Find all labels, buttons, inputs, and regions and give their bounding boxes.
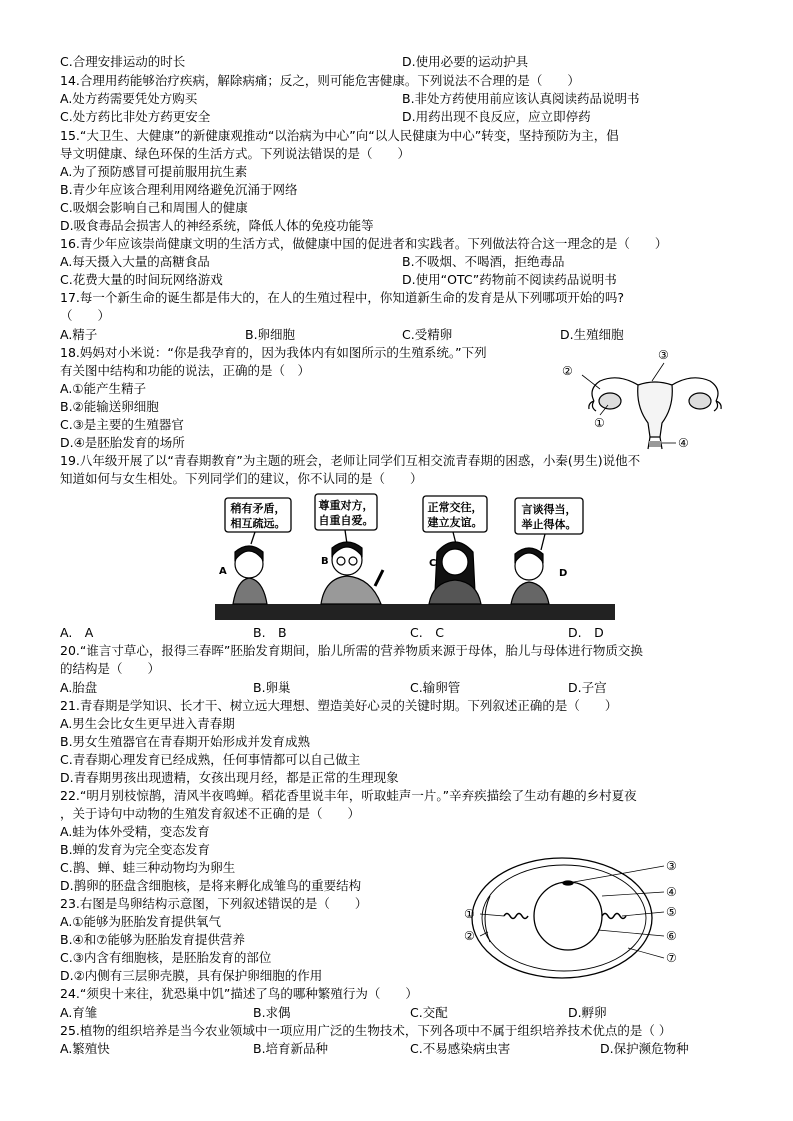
q24-option-b: B.求偶	[253, 1005, 291, 1020]
q18-option-b: B.②能输送卵细胞	[60, 399, 159, 414]
q25-stem: 25.植物的组织培养是当今农业领域中一项应用广泛的生物技术，下列各项中不属于组织培养技术优点的是（ ）	[60, 1023, 672, 1038]
q22-option-c: C.鹊、蝉、蛙三种动物均为卵生	[60, 860, 236, 875]
q18-option-a: A.①能产生精子	[60, 381, 147, 396]
cartoon-label-d: D	[559, 568, 568, 579]
bird-egg-structure-figure	[458, 852, 690, 988]
q13-option-d: D.使用必要的运动护具	[402, 54, 529, 69]
q15-stem-line2: 导文明健康、绿色环保的生活方式。下列说法错误的是（ ）	[60, 146, 411, 161]
female-reproductive-system-figure	[560, 345, 750, 451]
q24-option-a: A.育雏	[60, 1005, 98, 1020]
fig23-label-4: ④	[666, 885, 677, 899]
cartoon-label-b: B	[321, 556, 329, 567]
cartoon-label-a: A	[219, 566, 227, 577]
q20-stem-line2: 的结构是（ ）	[60, 661, 161, 676]
q14-option-c: C.处方药比非处方药更安全	[60, 109, 211, 124]
q21-stem: 21.青春期是学知识、长才干、树立远大理想、塑造美好心灵的关键时期。下列叙述正确的是（ ）	[60, 698, 618, 713]
q22-stem-line2: ，关于诗句中动物的生殖发育叙述不正确的是（ ）	[60, 806, 361, 821]
q18-option-d: D.④是胚胎发育的场所	[60, 435, 185, 450]
q19-stem-line2: 知道如何与女生相处。下列同学们的建议，你不认同的是（ ）	[60, 471, 423, 486]
bubble-d-line1: 言谈得当，	[521, 503, 577, 516]
fig23-label-7: ⑦	[666, 951, 677, 965]
q21-option-d: D.青春期男孩出现遗精，女孩出现月经，都是正常的生理现象	[60, 770, 399, 785]
q19-option-b: B. B	[253, 625, 287, 640]
q17-option-a: A.精子	[60, 327, 98, 342]
fig23-label-3: ③	[666, 859, 677, 873]
q19-option-d: D. D	[568, 625, 604, 640]
q25-option-b: B.培育新品种	[253, 1041, 329, 1056]
q20-option-b: B.卵巢	[253, 680, 291, 695]
q16-stem: 16.青少年应该崇尚健康文明的生活方式，做健康中国的促进者和实践者。下列做法符合这一理念的是（ ）	[60, 236, 668, 251]
fig18-label-2: ②	[562, 364, 573, 378]
q15-option-b: B.青少年应该合理利用网络避免沉涌于网络	[60, 182, 298, 197]
bubble-a-line1: 稍有矛盾，	[230, 502, 286, 515]
bubble-c-line1: 正常交往，	[427, 501, 483, 514]
q15-option-c: C.吸烟会影响自己和周围人的健康	[60, 200, 248, 215]
cartoon-label-c: C	[429, 558, 437, 569]
q20-option-a: A.胎盘	[60, 680, 98, 695]
q19-option-c: C. C	[410, 625, 444, 640]
q19-option-a: A. A	[60, 625, 94, 640]
q14-option-a: A.处方药需要凭处方购买	[60, 91, 198, 106]
q16-option-b: B.不吸烟、不喝酒，拒绝毒品	[402, 254, 565, 269]
q20-option-d: D.子宫	[568, 680, 607, 695]
q17-option-d: D.生殖细胞	[560, 327, 624, 342]
bubble-d-line2: 举止得体。	[521, 518, 577, 531]
fig18-label-4: ④	[678, 436, 689, 450]
q24-option-d: D.孵卵	[568, 1005, 607, 1020]
q17-stem-line1: 17.每一个新生命的诞生都是伟大的，在人的生殖过程中，你知道新生命的发育是从下列哪项开始的吗?	[60, 290, 625, 305]
q22-option-a: A.蛙为体外受精，变态发育	[60, 824, 210, 839]
q14-option-b: B.非处方药使用前应该认真阅读药品说明书	[402, 91, 640, 106]
q21-option-b: B.男女生殖器官在青春期开始形成并发育成熟	[60, 734, 311, 749]
q23-option-c: C.③内含有细胞核，是胚胎发育的部位	[60, 950, 272, 965]
q17-stem-line2: （ ）	[60, 308, 111, 323]
q25-option-a: A.繁殖快	[60, 1041, 110, 1056]
q19-stem-line1: 19.八年级开展了以“青春期教育”为主题的班会，老师让同学们互相交流青春期的困惑，小秦(男生)说他不	[60, 453, 641, 468]
q16-option-a: A.每天摄入大量的高糖食品	[60, 254, 210, 269]
bubble-a-line2: 相互疏远。	[230, 517, 286, 530]
students-discussion-cartoon	[215, 492, 615, 620]
q25-option-c: C.不易感染病虫害	[410, 1041, 511, 1056]
q23-option-d: D.②内侧有三层卵壳膜，具有保护卵细胞的作用	[60, 968, 323, 983]
q15-option-d: D.吸食毒品会损害人的神经系统，降低人体的免疫功能等	[60, 218, 374, 233]
q18-stem-line1: 18.妈妈对小米说：“你是我孕育的，因为我体内有如图所示的生殖系统。”下列	[60, 345, 487, 360]
q21-option-c: C.青春期心理发育已经成熟，任何事情都可以自己做主	[60, 752, 361, 767]
q17-option-c: C.受精卵	[402, 327, 453, 342]
q22-option-b: B.蝉的发育为完全变态发育	[60, 842, 211, 857]
q23-option-a: A.①能够为胚胎发育提供氧气	[60, 914, 222, 929]
q14-stem: 14.合理用药能够治疗疾病，解除病痛；反之，则可能危害健康。下列说法不合理的是（ ）	[60, 73, 580, 88]
fig23-label-5: ⑤	[666, 905, 677, 919]
bubble-b-line1: 尊重对方，	[318, 499, 374, 512]
q20-stem-line1: 20.“谁言寸草心，报得三春晖”胚胎发育期间，胎儿所需的营养物质来源于母体，胎儿与母体进行物质交换	[60, 643, 643, 658]
q24-stem: 24.“须臾十来往，犹恐巢中饥”描述了鸟的哪种繁殖行为（ ）	[60, 986, 418, 1001]
q17-option-b: B.卵细胞	[245, 327, 296, 342]
q22-option-d: D.鹊卵的胚盘含细胞核，是将来孵化成雏鸟的重要结构	[60, 878, 362, 893]
q16-option-c: C.花费大量的时间玩网络游戏	[60, 272, 223, 287]
fig23-label-2: ②	[464, 929, 475, 943]
bubble-c-line2: 建立友谊。	[427, 516, 483, 529]
q18-stem-line2: 有关图中结构和功能的说法，正确的是（ ）	[60, 363, 311, 378]
fig18-label-1: ①	[594, 416, 605, 430]
q16-option-d: D.使用“OTC”药物前不阅读药品说明书	[402, 272, 617, 287]
q25-option-d: D.保护濒危物种	[600, 1041, 689, 1056]
q23-stem: 23.右图是鸟卵结构示意图，下列叙述错误的是（ ）	[60, 896, 368, 911]
fig23-label-6: ⑥	[666, 929, 677, 943]
q20-option-c: C.输卵管	[410, 680, 461, 695]
fig23-label-1: ①	[464, 907, 475, 921]
q14-option-d: D.用药出现不良反应，应立即停药	[402, 109, 591, 124]
q21-option-a: A.男生会比女生更早进入青春期	[60, 716, 235, 731]
q22-stem-line1: 22.“明月别枝惊鹊，清风半夜鸣蝉。稻花香里说丰年，听取蛙声一片。”辛弃疾描绘了生动有趣的乡村夏夜	[60, 788, 637, 803]
q15-stem-line1: 15.“大卫生、大健康”的新健康观推动“以治病为中心”向“以人民健康为中心”转变，坚持预防为主，倡	[60, 128, 619, 143]
q15-option-a: A.为了预防感冒可提前服用抗生素	[60, 164, 248, 179]
q18-option-c: C.③是主要的生殖器官	[60, 417, 184, 432]
bubble-b-line2: 自重自爱。	[318, 514, 374, 527]
fig18-label-3: ③	[658, 348, 669, 362]
q13-option-c: C.合理安排运动的时长	[60, 54, 186, 69]
q23-option-b: B.④和⑦能够为胚胎发育提供营养	[60, 932, 245, 947]
q24-option-c: C.交配	[410, 1005, 448, 1020]
